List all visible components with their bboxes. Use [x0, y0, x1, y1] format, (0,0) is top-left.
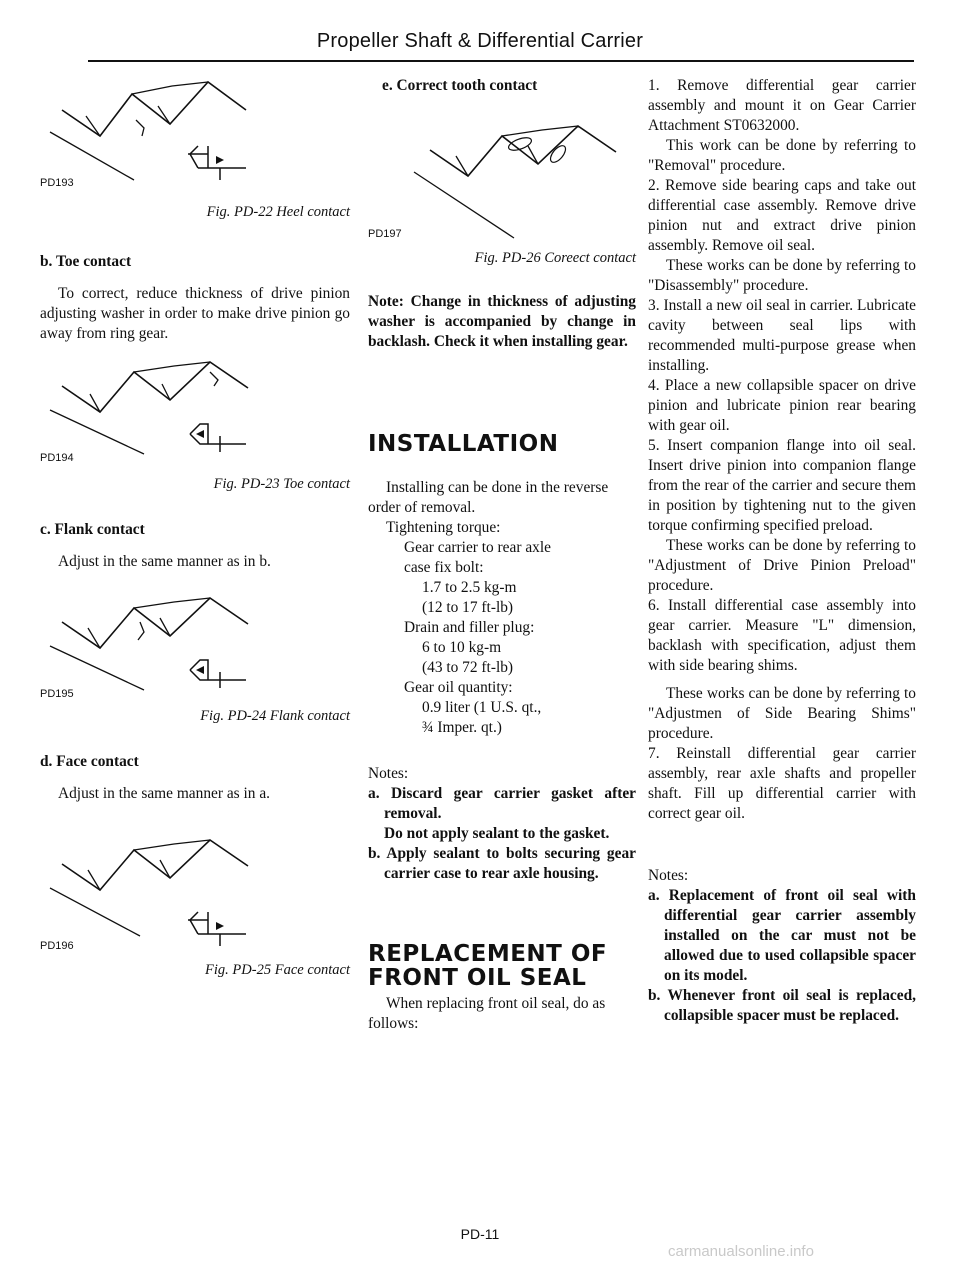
- spec-value: 1.7 to 2.5 kg-m: [422, 579, 517, 596]
- gear-tooth-diagram: [40, 592, 350, 702]
- subheading-toe-contact: b. Toe contact: [40, 253, 132, 270]
- spec-value: ¾ Imper. qt.): [422, 719, 502, 736]
- note-adjusting-washer: Note: Change in thickness of adjusting washer is accompanied by change in backlash. Check it when installing gear.: [368, 293, 636, 350]
- note-item: a. Discard gear carrier gasket after removal.: [368, 785, 636, 822]
- spec-label: Drain and filler plug:: [404, 619, 535, 636]
- gear-tooth-diagram: [40, 76, 350, 204]
- notes-title: Notes:: [648, 867, 689, 884]
- watermark-text: carmanualsonline.info: [668, 1243, 814, 1260]
- note-item: b. Apply sealant to bolts securing gear carrier case to rear axle housing.: [368, 845, 636, 882]
- step-2: 2. Remove side bearing caps and take out differential case assembly. Remove drive pinion nut and extract drive pinion assembly. Remove oil seal.: [648, 177, 916, 254]
- subheading-face-contact: d. Face contact: [40, 753, 139, 770]
- note-item: a. Replacement of front oil seal with differential gear carrier assembly installed on the car must not be allowed due to used collapsible spacer on its model.: [648, 887, 916, 984]
- gear-tooth-diagram: [368, 110, 636, 240]
- spec-label: Gear carrier to rear axle: [404, 539, 551, 556]
- subheading-flank-contact: c. Flank contact: [40, 521, 145, 538]
- figure-caption: Fig. PD-26 Coreect contact: [474, 250, 636, 266]
- header-rule: [88, 60, 914, 62]
- spec-value: (12 to 17 ft-lb): [422, 599, 514, 616]
- section-heading-installation: INSTALLATION: [368, 431, 559, 457]
- figure-code: PD194: [40, 452, 74, 464]
- step-5-note: These works can be done by referring to "Adjustment of Drive Pinion Preload" procedure.: [648, 537, 916, 594]
- column-middle: [368, 76, 636, 1034]
- step-6: 6. Install differential case assembly into gear carrier. Measure "L" dimension, backlash with specification, adjust them with side bearing shims.: [648, 597, 916, 674]
- gear-tooth-diagram: [40, 360, 350, 470]
- paragraph-face-contact: Adjust in the same manner as in a.: [58, 785, 270, 802]
- figure-code: PD197: [368, 228, 402, 240]
- spec-label: case fix bolt:: [404, 559, 484, 576]
- step-3: 3. Install a new oil seal in carrier. Lubricate cavity between seal lips with recommended multi-purpose grease when installing.: [648, 297, 916, 374]
- step-6-note: These works can be done by referring to "Adjustmen of Side Bearing Shims" procedure.: [648, 685, 916, 742]
- section-heading-replacement: REPLACEMENT OF: [368, 941, 608, 967]
- figure-caption: Fig. PD-24 Flank contact: [200, 708, 350, 724]
- page-number: PD-11: [460, 1226, 500, 1242]
- section-heading-replacement: FRONT OIL SEAL: [368, 965, 587, 991]
- gear-tooth-diagram: [40, 828, 350, 958]
- spec-value: 0.9 liter (1 U.S. qt.,: [422, 699, 542, 716]
- figure-caption: Fig. PD-23 Toe contact: [213, 476, 350, 492]
- step-2-note: These works can be done by referring to "Disassembly" procedure.: [648, 257, 916, 294]
- figure-flank-contact: [40, 592, 350, 702]
- figure-code: PD193: [40, 177, 74, 189]
- figure-code: PD196: [40, 940, 74, 952]
- note-item: Do not apply sealant to the gasket.: [384, 825, 610, 842]
- paragraph-replacement-intro: When replacing front oil seal, do as follows:: [368, 995, 606, 1032]
- paragraph-installation-intro: Installing can be done in the reverse order of removal.: [368, 479, 609, 516]
- figure-face-contact: [40, 828, 350, 958]
- column-left: [40, 76, 350, 988]
- figure-caption: Fig. PD-22 Heel contact: [206, 204, 350, 220]
- spec-value: 6 to 10 kg-m: [422, 639, 502, 656]
- note-item: b. Whenever front oil seal is replaced, collapsible spacer must be replaced.: [648, 987, 916, 1024]
- step-1-note: This work can be done by referring to "Removal" procedure.: [648, 137, 916, 174]
- figure-code: PD195: [40, 688, 74, 700]
- paragraph-flank-contact: Adjust in the same manner as in b.: [58, 553, 271, 570]
- spec-value: (43 to 72 ft-lb): [422, 659, 514, 676]
- figure-heel-contact: [40, 76, 350, 220]
- subheading-correct-contact: e. Correct tooth contact: [382, 77, 538, 94]
- figure-toe-contact: [40, 360, 350, 470]
- notes-title: Notes:: [368, 765, 409, 782]
- page-header-title: Propeller Shaft & Differential Carrier: [316, 30, 644, 52]
- step-4: 4. Place a new collapsible spacer on drive pinion and lubricate pinion rear bearing with gear oil.: [648, 377, 916, 434]
- figure-caption: Fig. PD-25 Face contact: [205, 962, 350, 978]
- figure-correct-contact: [368, 110, 636, 240]
- column-right: [648, 76, 916, 1026]
- step-7: 7. Reinstall differential gear carrier assembly, rear axle shafts and propeller shaft. Fill up differential carrier with correct gear oil.: [648, 745, 916, 822]
- step-5: 5. Insert companion flange into oil seal. Insert drive pinion into companion flange from the rear of the carrier and secure them in position by tightening nut to the given torque confirming specified preload.: [648, 437, 916, 534]
- step-1: 1. Remove differential gear carrier assembly and mount it on Gear Carrier Attachment ST0632000.: [648, 77, 916, 134]
- spec-label: Gear oil quantity:: [404, 679, 513, 696]
- paragraph-toe-contact: To correct, reduce thickness of drive pinion adjusting washer in order to make drive pinion go away from ring gear.: [40, 285, 350, 342]
- torque-label: Tightening torque:: [386, 519, 501, 536]
